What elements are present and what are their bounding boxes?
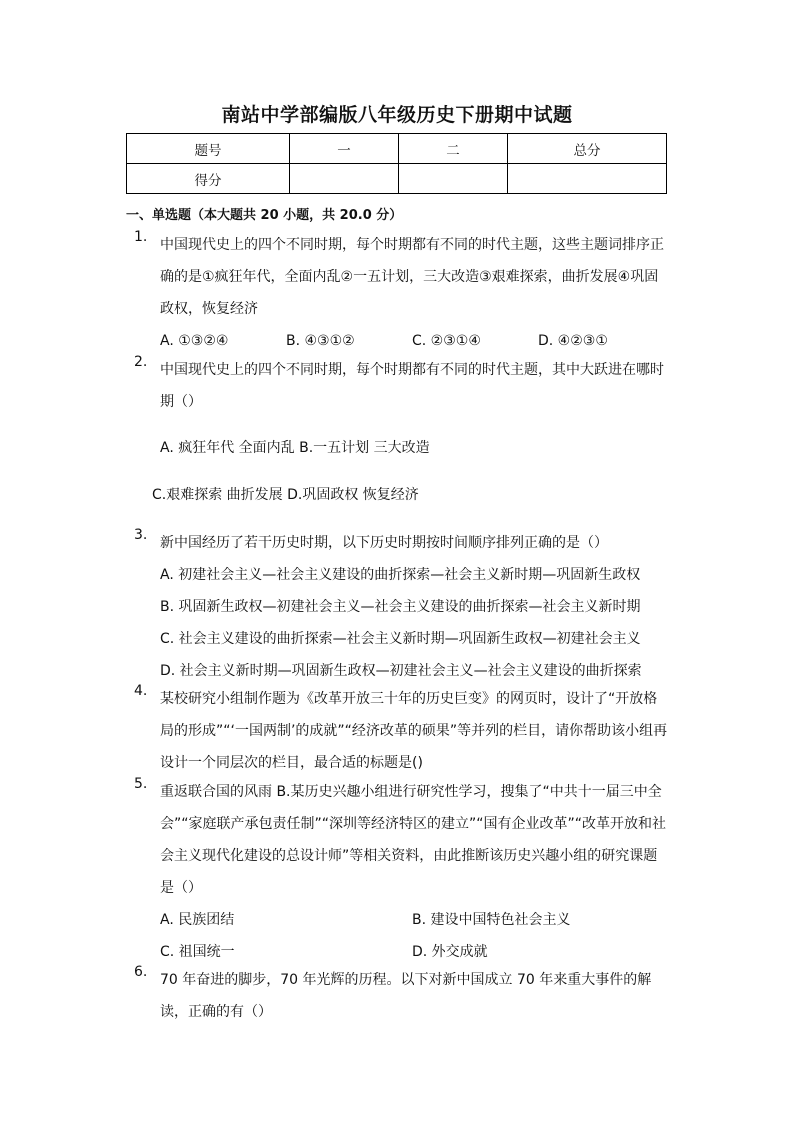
question-number: 3.	[134, 527, 148, 543]
option-c[interactable]: C. ②③①④	[412, 333, 481, 349]
option-d[interactable]: D. 外交成就	[412, 944, 488, 960]
option-a[interactable]: A. 初建社会主义—社会主义建设的曲折探索—社会主义新时期—巩固新生政权	[160, 567, 641, 583]
question-stem: 中国现代史上的四个不同时期，每个时期都有不同的时代主题，这些主题词排序正确的是①疯狂年代，全面内乱②一五计划，三大改造③艰难探索，曲折发展④巩固政权，恢复经济	[160, 237, 664, 317]
question-2	[126, 354, 671, 418]
table-row	[127, 134, 667, 164]
table-cell	[508, 164, 667, 194]
option-b[interactable]: B. 建设中国特色社会主义	[412, 912, 571, 928]
exam-title: 南站中学部编版八年级历史下册期中试题	[221, 104, 573, 126]
question-number: 6.	[134, 964, 148, 980]
table-cell: 总分	[508, 134, 667, 164]
options-row	[160, 325, 671, 357]
option-d[interactable]: D. ④②③①	[538, 333, 608, 349]
option-b[interactable]: B. ④③①②	[286, 333, 355, 349]
question-stem: 重返联合国的风雨 B.某历史兴趣小组进行研究性学习，搜集了“中共十一届三中全会”“家庭联产承包责任制”“深圳等经济特区的建立”“国有企业改革”“改革开放和社会主义现代化建设的总设计师”等相关资料，由此推断该历史兴趣小组的研究课题是（）	[160, 784, 667, 896]
table-row	[127, 164, 667, 194]
options-row	[160, 904, 671, 936]
option-d[interactable]: D. 社会主义新时期—巩固新生政权—初建社会主义—社会主义建设的曲折探索	[160, 663, 642, 679]
question-number: 1.	[134, 229, 148, 245]
table-cell: 二	[399, 134, 508, 164]
options-list	[160, 559, 671, 687]
question-stem: 新中国经历了若干历史时期，以下历史时期按时间顺序排列正确的是（）	[160, 535, 608, 551]
question-3	[126, 527, 671, 687]
score-table	[126, 133, 667, 194]
table-cell: 题号	[127, 134, 290, 164]
question-number: 2.	[134, 354, 148, 370]
question-6	[126, 964, 671, 1028]
options-line-1[interactable]: A. 疯狂年代 全面内乱 B.一五计划 三大改造	[160, 440, 430, 456]
option-a[interactable]: A. ①③②④	[160, 333, 229, 349]
question-stem: 70 年奋进的脚步，70 年光辉的历程。以下对新中国成立 70 年来重大事件的解读，正确的有（）	[160, 972, 652, 1020]
option-c[interactable]: C. 祖国统一	[160, 944, 235, 960]
option-a[interactable]: A. 民族团结	[160, 912, 235, 928]
option-c[interactable]: C. 社会主义建设的曲折探索—社会主义新时期—巩固新生政权—初建社会主义	[160, 631, 641, 647]
table-cell: 一	[290, 134, 399, 164]
question-stem: 某校研究小组制作题为《改革开放三十年的历史巨变》的网页时，设计了“开放格局的形成”“‘一国两制’的成就”“经济改革的硕果”等并列的栏目，请你帮助该小组再设计一个同层次的栏目，最合适的标题是()	[160, 691, 668, 771]
question-stem: 中国现代史上的四个不同时期，每个时期都有不同的时代主题，其中大跃进在哪时期（）	[160, 362, 664, 410]
table-cell	[399, 164, 508, 194]
question-5	[126, 776, 671, 968]
option-b[interactable]: B. 巩固新生政权—初建社会主义—社会主义建设的曲折探索—社会主义新时期	[160, 599, 641, 615]
options-line-2[interactable]: C.艰难探索 曲折发展 D.巩固政权 恢复经济	[152, 487, 419, 503]
question-1	[126, 229, 671, 357]
question-number: 4.	[134, 683, 148, 699]
question-4	[126, 683, 671, 779]
section-heading: 一、单选题（本大题共 20 小题，共 20.0 分）	[126, 208, 403, 223]
table-cell: 得分	[127, 164, 290, 194]
table-cell	[290, 164, 399, 194]
question-number: 5.	[134, 776, 148, 792]
